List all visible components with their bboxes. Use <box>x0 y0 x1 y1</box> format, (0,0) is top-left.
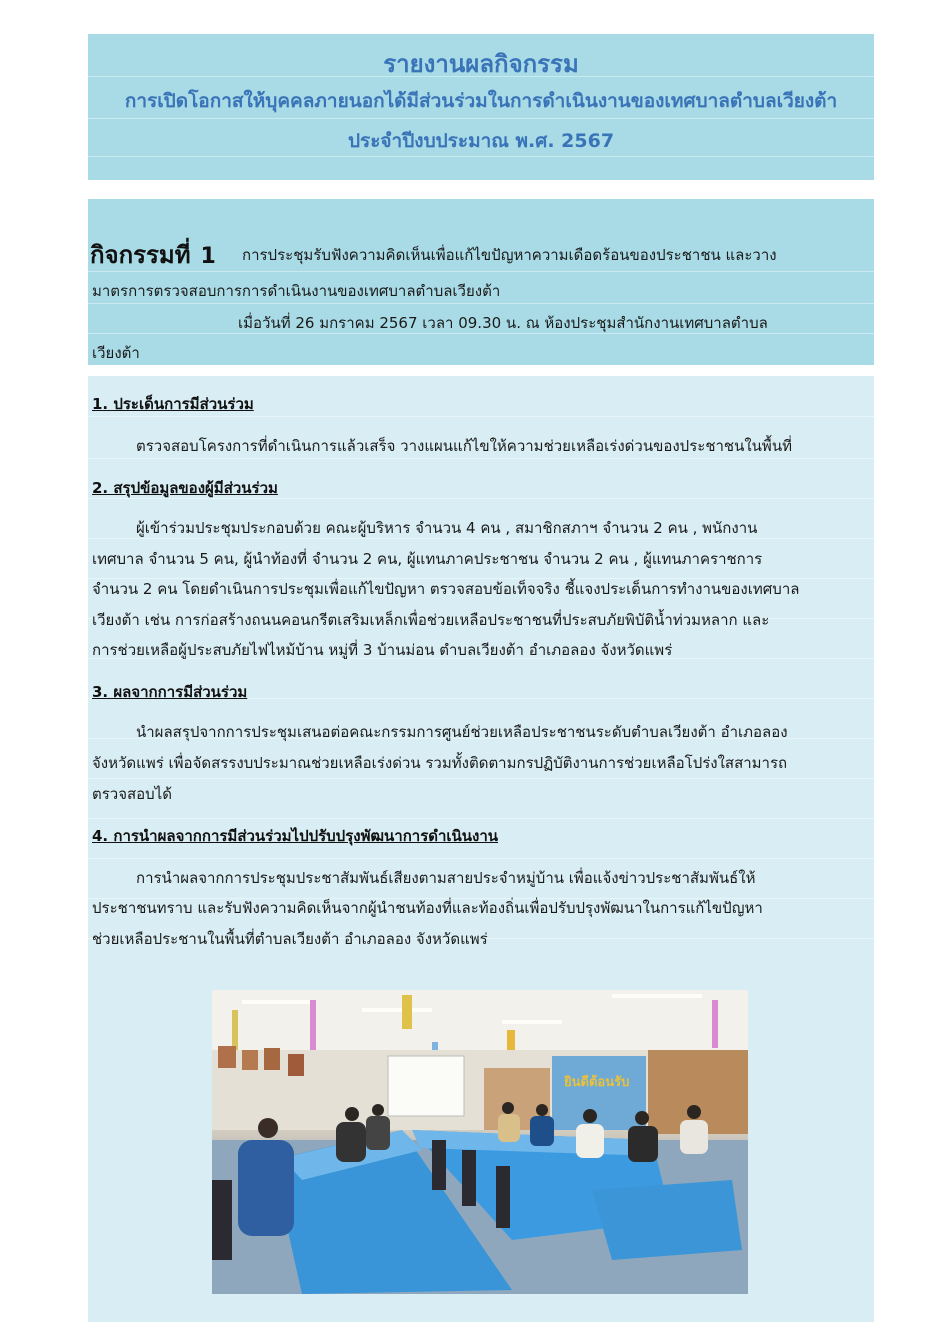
activity-date-line2: เวียงต้า <box>92 344 140 362</box>
section-3-heading: 3. ผลจากการมีส่วนร่วม <box>92 683 248 701</box>
meeting-photo-illustration <box>212 990 748 1294</box>
activity-number: 1 <box>200 244 216 269</box>
report-content <box>88 376 874 1322</box>
section-2-line: การช่วยเหลือผู้ประสบภัยไฟไหม้บ้าน หมู่ที่ 3 บ้านม่อน ตำบลเวียงต้า อำเภอลอง จังหวัดแพร่ <box>92 641 673 659</box>
section-4-line: การนำผลจากการประชุมประชาสัมพันธ์เสียงตามสายประจำหมู่บ้าน เพื่อแจ้งข่าวประชาสัมพันธ์ให้ <box>136 869 756 887</box>
section-1-heading: 1. ประเด็นการมีส่วนร่วม <box>92 395 254 413</box>
section-2-line: ผู้เข้าร่วมประชุมประกอบด้วย คณะผู้บริหาร จำนวน 4 คน , สมาชิกสภาฯ จำนวน 2 คน , พนักงาน <box>136 519 758 537</box>
activity-desc-line2: มาตรการตรวจสอบการการดำเนินงานของเทศบาลตำบลเวียงต้า <box>92 282 501 300</box>
section-1-line: ตรวจสอบโครงการที่ดำเนินการแล้วเสร็จ วางแผนแก้ไขให้ความช่วยเหลือเร่งด่วนของประชาชนในพื้นที่ <box>136 437 792 455</box>
section-2-line: เทศบาล จำนวน 5 คน, ผู้นำท้องที่ จำนวน 2 คน, ผู้แทนภาคประชาชน จำนวน 2 คน , ผู้แทนภาคราชการ <box>92 550 763 568</box>
section-4-line: ช่วยเหลือประชานในพื้นที่ตำบลเวียงต้า อำเภอลอง จังหวัดแพร่ <box>92 930 488 948</box>
report-fiscal-year: ประจำปีงบประมาณ พ.ศ. 2567 <box>347 130 615 152</box>
activity-label-text: กิจกรรมที่ <box>90 241 191 269</box>
report-title: รายงานผลกิจกรรม <box>383 50 579 78</box>
section-3-line: จังหวัดแพร่ เพื่อจัดสรรงบประมาณช่วยเหลือเร่งด่วน รวมทั้งติดตามกรปฏิบัติงานการช่วยเหลือโปร่งใสสามารถ <box>92 754 788 772</box>
activity-label <box>90 235 216 274</box>
photo-banner-text: ยินดีต้อนรับ <box>564 1075 630 1090</box>
section-2-line: เวียงต้า เช่น การก่อสร้างถนนคอนกรีตเสริมเหล็กเพื่อช่วยเหลือประชาชนที่ประสบภัยพิบัติน้ำท่วมหลาก และ <box>92 611 770 629</box>
activity-header <box>88 199 874 365</box>
section-2-heading: 2. สรุปข้อมูลของผู้มีส่วนร่วม <box>92 479 278 497</box>
report-subtitle: การเปิดโอกาสให้บุคคลภายนอกได้มีส่วนร่วมในการดำเนินงานของเทศบาลตำบลเวียงต้า <box>124 90 838 112</box>
section-3-line: ตรวจสอบได้ <box>92 785 172 803</box>
report-header <box>88 34 874 180</box>
section-3-line: นำผลสรุปจากการประชุมเสนอต่อคณะกรรมการศูนย์ช่วยเหลือประชาชนระดับตำบลเวียงต้า อำเภอลอง <box>136 723 788 741</box>
meeting-photo <box>212 990 748 1294</box>
activity-date-line1: เมื่อวันที่ 26 มกราคม 2567 เวลา 09.30 น. ณ ห้องประชุมสำนักงานเทศบาลตำบล <box>238 314 768 332</box>
section-4-line: ประชาชนทราบ และรับฟังความคิดเห็นจากผู้นำชนท้องที่และท้องถิ่นเพื่อปรับปรุงพัฒนาในการแก้ไขปัญหา <box>92 899 763 917</box>
section-2-line: จำนวน 2 คน โดยดำเนินการประชุมเพื่อแก้ไขปัญหา ตรวจสอบข้อเท็จจริง ชี้แจงประเด็นการทำงานของเทศบาล <box>92 580 800 598</box>
activity-desc-line1: การประชุมรับฟังความคิดเห็นเพื่อแก้ไขปัญหาความเดือดร้อนของประชาชน และวาง <box>242 246 777 264</box>
section-4-heading: 4. การนำผลจากการมีส่วนร่วมไปปรับปรุงพัฒนาการดำเนินงาน <box>92 827 499 845</box>
